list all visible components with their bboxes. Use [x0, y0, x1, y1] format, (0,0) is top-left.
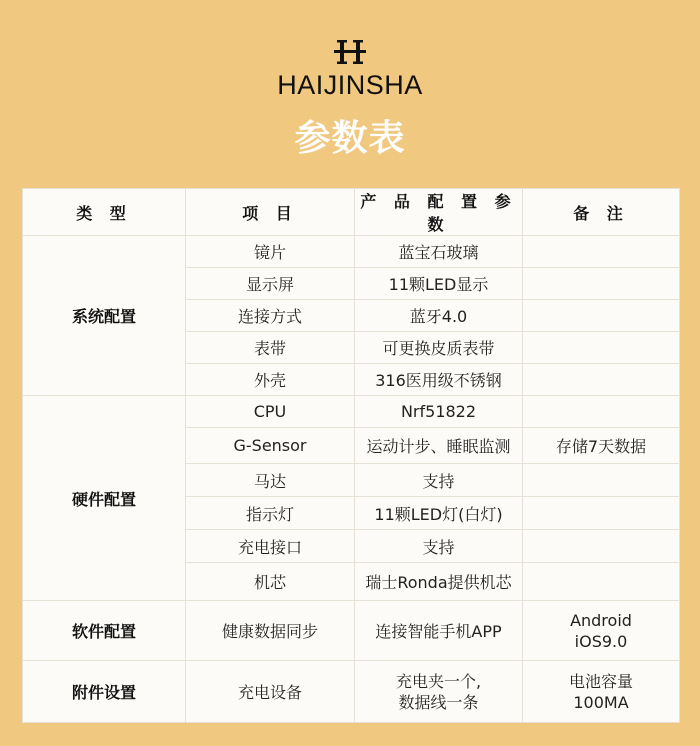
item-cell: 马达 — [186, 464, 355, 497]
note-cell — [523, 396, 680, 428]
category-hardware: 硬件配置 — [23, 396, 186, 601]
value-cell: 蓝牙4.0 — [355, 300, 523, 332]
item-cell: 外壳 — [186, 364, 355, 396]
item-cell: 机芯 — [186, 563, 355, 601]
item-cell: G-Sensor — [186, 428, 355, 464]
value-cell: 316医用级不锈钢 — [355, 364, 523, 396]
value-cell — [355, 661, 523, 723]
header-param: 产 品 配 置 参 数 — [355, 189, 523, 236]
header-note: 备 注 — [523, 189, 680, 236]
note-cell — [523, 661, 680, 723]
category-software: 软件配置 — [23, 601, 186, 661]
value-cell: 11颗LED显示 — [355, 268, 523, 300]
category-system: 系统配置 — [23, 236, 186, 396]
table-row — [23, 601, 680, 661]
note-line: 电池容量 — [568, 671, 633, 691]
value-cell: 蓝宝石玻璃 — [355, 236, 523, 268]
note-cell — [523, 332, 680, 364]
category-accessory: 附件设置 — [23, 661, 186, 723]
page-title: 参数表 — [294, 118, 406, 159]
item-cell: CPU — [186, 396, 355, 428]
value-line: 数据线一条 — [398, 692, 479, 712]
header-item: 项 目 — [186, 189, 355, 236]
item-cell: 表带 — [186, 332, 355, 364]
value-cell: 支持 — [355, 530, 523, 563]
value-line: 充电夹一个, — [395, 671, 482, 691]
brand-logo — [0, 38, 700, 66]
note-cell — [523, 300, 680, 332]
note-line: Android — [570, 610, 632, 630]
spec-table — [22, 188, 680, 723]
value-cell: 支持 — [355, 464, 523, 497]
note-cell — [523, 497, 680, 530]
table-row — [23, 661, 680, 723]
h-logo-icon — [332, 38, 368, 66]
value-cell: 11颗LED灯(白灯) — [355, 497, 523, 530]
note-cell — [523, 364, 680, 396]
table-row — [23, 236, 680, 268]
item-cell: 健康数据同步 — [186, 601, 355, 661]
note-line: 100MA — [573, 692, 629, 712]
note-cell — [523, 563, 680, 601]
value-cell: 连接智能手机APP — [355, 601, 523, 661]
note-line: iOS9.0 — [574, 631, 628, 651]
header-type: 类 型 — [23, 189, 186, 236]
note-cell — [523, 530, 680, 563]
note-cell — [523, 601, 680, 661]
note-cell — [523, 268, 680, 300]
note-cell — [523, 236, 680, 268]
value-cell: 瑞士Ronda提供机芯 — [355, 563, 523, 601]
note-cell — [523, 464, 680, 497]
brand-name: HAIJINSHA — [277, 70, 423, 100]
item-cell: 连接方式 — [186, 300, 355, 332]
value-cell: 可更换皮质表带 — [355, 332, 523, 364]
note-cell: 存储7天数据 — [523, 428, 680, 464]
item-cell: 充电接口 — [186, 530, 355, 563]
item-cell: 镜片 — [186, 236, 355, 268]
item-cell: 指示灯 — [186, 497, 355, 530]
value-cell: 运动计步、睡眠监测 — [355, 428, 523, 464]
value-cell: Nrf51822 — [355, 396, 523, 428]
table-row — [23, 396, 680, 428]
item-cell: 充电设备 — [186, 661, 355, 723]
table-header-row — [23, 189, 680, 236]
item-cell: 显示屏 — [186, 268, 355, 300]
